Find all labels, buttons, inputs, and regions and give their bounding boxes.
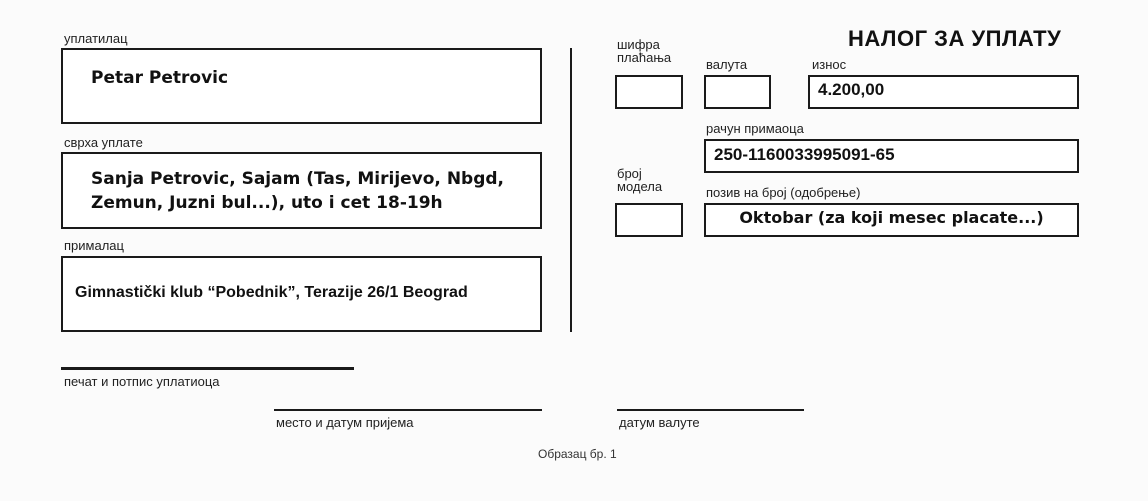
payment-code-label-line2: плаћања (617, 50, 672, 65)
reference-value: Oktobar (za koji mesec placate...) (739, 208, 1044, 227)
payer-field[interactable] (61, 48, 542, 124)
value-date-line (617, 409, 804, 411)
recipient-account-label: рачун примаоца (706, 121, 804, 136)
payer-label: уплатилац (64, 31, 128, 46)
currency-field[interactable] (704, 75, 771, 109)
payer-signature-line (61, 367, 354, 370)
model-number-label-line2: модела (617, 179, 663, 194)
recipient-field[interactable] (61, 256, 542, 332)
place-date-label: место и датум пријема (276, 415, 414, 430)
model-number-field[interactable] (615, 203, 683, 237)
amount-value: 4.200,00 (818, 80, 885, 99)
column-divider (570, 48, 572, 332)
model-number-label-line1: број (617, 166, 642, 181)
reference-field[interactable] (704, 203, 1079, 237)
purpose-field[interactable] (61, 152, 542, 229)
form-number: Образац бр. 1 (538, 447, 617, 461)
payment-code-label-line1: шифра (617, 37, 660, 52)
recipient-label: прималац (64, 238, 124, 253)
purpose-label: сврха уплате (64, 135, 143, 150)
place-date-line (274, 409, 542, 411)
value-date-label: датум валуте (619, 415, 700, 430)
amount-label: износ (812, 57, 847, 72)
recipient-account-field[interactable] (704, 139, 1079, 173)
recipient-value: Gimnastički klub “Pobednik”, Terazije 26/1 Beograd (75, 284, 468, 301)
payer-signature-label: печат и потпис уплатиоца (64, 374, 220, 389)
payment-code-field[interactable] (615, 75, 683, 109)
form-title: НАЛОГ ЗА УПЛАТУ (848, 26, 1062, 51)
amount-field[interactable] (808, 75, 1079, 109)
currency-label: валута (706, 57, 748, 72)
payer-value: Petar Petrovic (91, 68, 229, 88)
reference-label: позив на број (одобрење) (706, 185, 861, 200)
recipient-account-value: 250-1160033995091-65 (714, 145, 895, 164)
purpose-value: Sanja Petrovic, Sajam (Tas, Mirijevo, Nbgd, Zemun, Juzni bul...), uto i cet 18-19h (91, 169, 505, 213)
